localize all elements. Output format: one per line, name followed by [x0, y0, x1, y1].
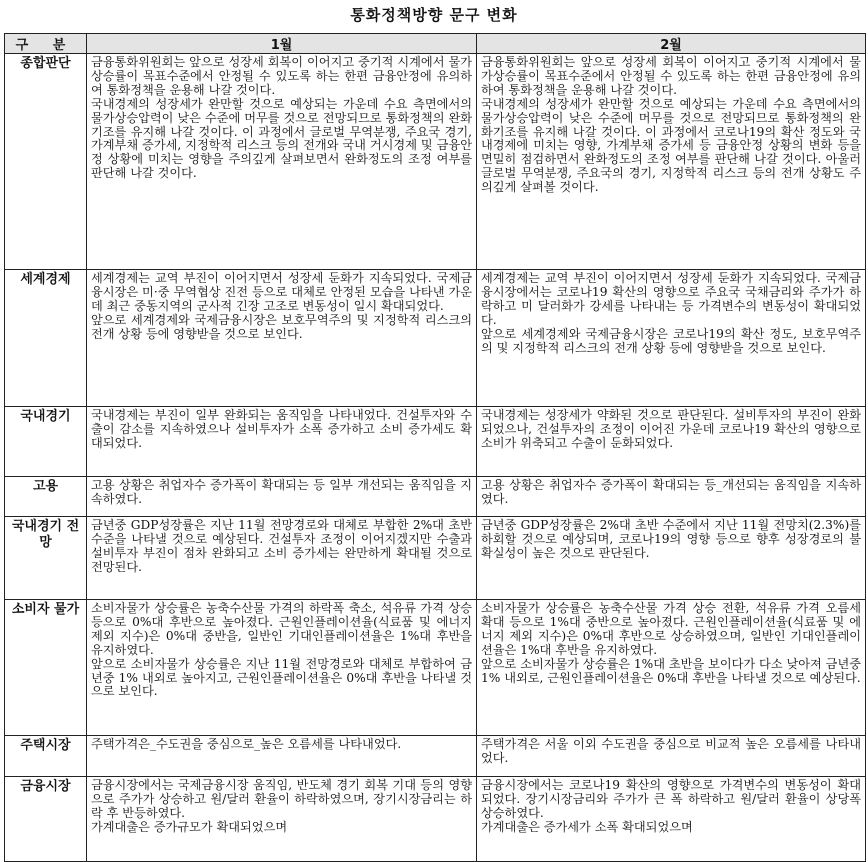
paragraph: 국내경제는 성장세가 약화된 것으로 판단된다. 설비투자의 부진이 완화되었으나, 건설투자의 조정이 이어진 가운데 코로나19 확산의 영향으로 소비가 위축되고 수출이 둔화되었다. — [481, 408, 861, 450]
paragraph: 고용 상황은 취업자수 증가폭이 확대되는 등_개선되는 움직임을 지속하였다. — [481, 478, 861, 506]
table-row — [5, 407, 866, 477]
table-row — [5, 477, 866, 517]
header-category: 구 분 — [5, 34, 87, 54]
row-category: 소비자 물가 — [5, 600, 87, 736]
row-category: 국내경기 — [5, 407, 87, 477]
paragraph: 고용 상황은 취업자수 증가폭이 확대되는 등 일부 개선되는 움직임을 지속하였다. — [91, 478, 472, 506]
row-category: 고용 — [5, 477, 87, 517]
paragraph: 금융통화위원회는 앞으로 성장세 회복이 이어지고 중기적 시계에서 물가상승률이 목표수준에서 안정될 수 있도록 하는 한편 금융안정에 유의하여 통화정책을 운용해 나갈 것이다. — [91, 55, 472, 97]
january-text — [87, 407, 477, 477]
paragraph: 가계대출은 증가세가 소폭 확대되었으며 — [481, 819, 693, 834]
paragraph: 금년중 GDP성장률은 2%대 초반 수준에서 지난 11월 전망치(2.3%)를 하회할 것으로 예상되며, 코로나19의 영향 등으로 향후 성장경로의 불확실성이 높은 것으로 판단된다. — [481, 518, 861, 560]
january-text — [87, 600, 477, 736]
paragraph: 가계대출은 증가규모가 확대되었으며 — [91, 819, 288, 834]
table-row — [5, 736, 866, 777]
february-text — [477, 54, 866, 270]
table-header-row — [5, 34, 866, 54]
paragraph: 주택가격은 서울 이외 수도권을 중심으로 비교적 높은 오름세를 나타내었다. — [481, 737, 861, 765]
january-text — [87, 777, 477, 862]
paragraph: 국내경제의 성장세가 완만할 것으로 예상되는 가운데 수요 측면에서의 물가상승압력이 낮은 수준에 머무를 것으로 전망되므로 통화정책의 완화기조를 유지해 나갈 것이다. 이 과정에서 코로나19의 확산 정도와 국내경제에 미치는 영향, 가계부채 증가세 등 금융안정 상황의 변화 등을 면밀히 점검하면서 완화정도의 조정 여부를 판단해 나갈 것이다. 아울러 글로벌 무역분쟁, 주요국의 경기, 지정학적 리스크 등의 전개 상황도 주의깊게 살펴볼 것이다. — [481, 96, 861, 195]
january-text — [87, 517, 477, 600]
row-category: 국내경기 전망 — [5, 517, 87, 600]
paragraph: 앞으로 소비자물가 상승률은 1%대 초반을 보이다가 다소 낮아져 금년중 1% 내외로, 근원인플레이션율은 0%대 후반을 나타낼 것으로 예상된다. — [481, 656, 861, 685]
january-text — [87, 477, 477, 517]
paragraph: 앞으로 세계경제와 국제금융시장은 코로나19의 확산 정도, 보호무역주의 및 지정학적 리스크의 전개 상황 등에 영향받을 것으로 보인다. — [481, 326, 861, 355]
table-row — [5, 777, 866, 862]
february-text — [477, 600, 866, 736]
paragraph: 금융통화위원회는 앞으로 성장세 회복이 이어지고 중기적 시계에서 물가상승률이 목표수준에서 안정될 수 있도록 하는 한편 금융안정에 유의하여 통화정책을 운용해 나갈 것이다. — [481, 55, 861, 97]
paragraph: 세계경제는 교역 부진이 이어지면서 성장세 둔화가 지속되었다. 국제금융시장은 미·중 무역협상 진전 등으로 대체로 안정된 모습을 나타낸 가운데 최근 중동지역의 군사적 긴장 고조로 변동성이 일시 확대되었다. — [91, 271, 472, 313]
row-category: 금융시장 — [5, 777, 87, 862]
header-january: 1월 — [87, 34, 477, 54]
header-february: 2월 — [477, 34, 866, 54]
row-category: 종합판단 — [5, 54, 87, 270]
paragraph: 금융시장에서는 코로나19 확산의 영향으로 가격변수의 변동성이 확대되었다. 장기시장금리와 주가가 큰 폭 하락하고 원/달러 환율이 상당폭 상승하였다. — [481, 778, 861, 820]
paragraph: 앞으로 소비자물가 상승률은 지난 11월 전망경로와 대체로 부합하여 금년중 1% 내외로 높아지고, 근원인플레이션율은 0%대 후반을 나타낼 것으로 보인다. — [91, 656, 472, 699]
paragraph: 국내경제는 부진이 일부 완화되는 움직임을 나타내었다. 건설투자와 수출이 감소를 지속하였으나 설비투자가 소폭 증가하고 소비 증가세도 확대되었다. — [91, 408, 472, 450]
paragraph: 국내경제의 성장세가 완만할 것으로 예상되는 가운데 수요 측면에서의 물가상승압력이 낮은 수준에 머무를 것으로 전망되므로 통화정책의 완화기조를 유지해 나갈 것이다. 이 과정에서 글로벌 무역분쟁, 주요국 경기, 가계부채 증가세, 지정학적 리스크 등의 전개와 국내 거시경제 및 금융안정 상황에 미치는 영향을 주의깊게 살펴보면서 완화정도의 조정 여부를 판단해 나갈 것이다. — [91, 96, 472, 181]
january-text — [87, 270, 477, 407]
row-category: 주택시장 — [5, 736, 87, 777]
paragraph: 금융시장에서는 국제금융시장 움직임, 반도체 경기 회복 기대 등의 영향으로 주가가 상승하고 원/달러 환율이 하락하였으며, 장기시장금리는 하락 후 반등하였다. — [91, 778, 472, 820]
paragraph: 주택가격은_수도권을 중심으로_높은 오름세를 나타내었다. — [91, 737, 402, 751]
february-text — [477, 517, 866, 600]
january-text — [87, 54, 477, 270]
table-row — [5, 600, 866, 736]
january-text — [87, 736, 477, 777]
paragraph: 금년중 GDP성장률은 지난 11월 전망경로와 대체로 부합한 2%대 초반 수준을 나타낼 것으로 예상된다. 건설투자 조정이 이어지겠지만 수출과 설비투자 부진이 점차 완화되고 소비 증가세는 완만하게 확대될 것으로 전망된다. — [91, 518, 472, 574]
paragraph: 소비자물가 상승률은 농축수산물 가격 상승 전환, 석유류 가격 오름세 확대 등으로 1%대 중반으로 높아졌다. 근원인플레이션율(식료품 및 에너지 제외 지수)은 0%대 후반으로 상승하였으며, 일반인 기대인플레이션율은 1%대 후반을 유지하였다. — [481, 601, 861, 657]
row-category: 세계경제 — [5, 270, 87, 407]
february-text — [477, 777, 866, 862]
february-text — [477, 477, 866, 517]
table-row — [5, 270, 866, 407]
table-row — [5, 54, 866, 270]
february-text — [477, 270, 866, 407]
paragraph: 소비자물가 상승률은 농축수산물 가격의 하락폭 축소, 석유류 가격 상승 등으로 0%대 후반으로 높아졌다. 근원인플레이션율(식료품 및 에너지 제외 지수)은 0%대 중반을, 일반인 기대인플레이션율은 1%대 후반을 유지하였다. — [91, 601, 472, 657]
comparison-table — [4, 33, 866, 862]
february-text — [477, 407, 866, 477]
paragraph: 세계경제는 교역 부진이 이어지면서 성장세 둔화가 지속되었다. 국제금융시장에서는 코로나19 확산의 영향으로 주요국 국채금리와 주가가 하락하고 미 달러화가 강세를 나타내는 등 가격변수의 변동성이 확대되었다. — [481, 271, 861, 327]
paragraph: 앞으로 세계경제와 국제금융시장은 보호무역주의 및 지정학적 리스크의 전개 상황 등에 영향받을 것으로 보인다. — [91, 312, 472, 341]
document-title: 통화정책방향 문구 변화 — [350, 6, 518, 24]
february-text — [477, 736, 866, 777]
table-row — [5, 517, 866, 600]
